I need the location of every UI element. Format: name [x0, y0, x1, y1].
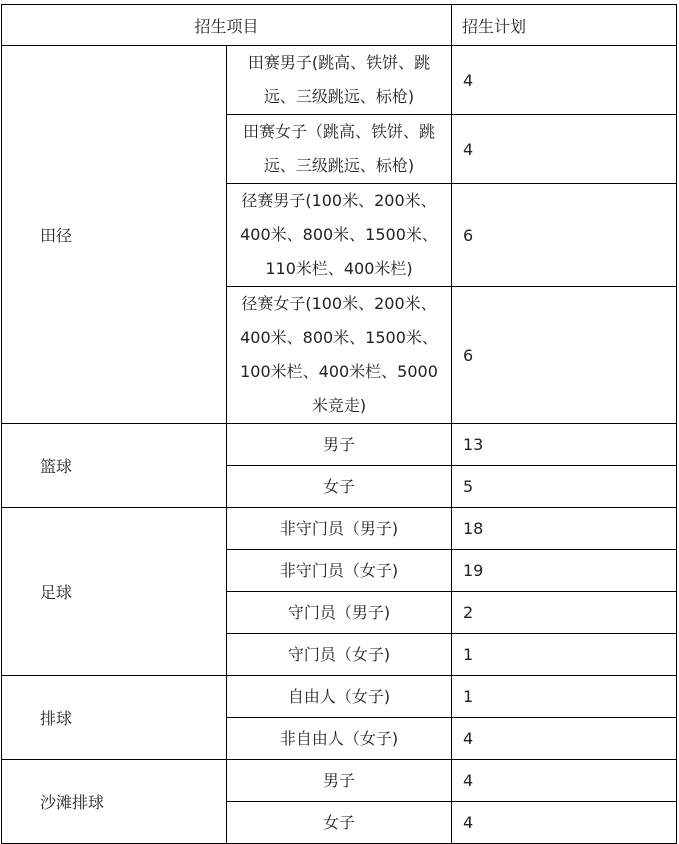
item-cell: 守门员（男子)	[227, 592, 452, 634]
header-row	[2, 5, 677, 46]
item-cell	[227, 46, 452, 115]
table-row	[2, 46, 677, 115]
item-cell: 男子	[227, 424, 452, 466]
header-project: 招生项目	[2, 5, 452, 46]
category-football: 足球	[2, 508, 227, 676]
item-cell: 自由人（女子)	[227, 676, 452, 718]
count-cell: 4	[452, 802, 677, 844]
count-cell: 4	[452, 115, 677, 184]
count-cell: 6	[452, 184, 677, 287]
item-text: 径赛女子(100米、200米、400米、800米、1500米、100米栏、400米栏、5000米竞走)	[240, 294, 438, 415]
count-cell: 1	[452, 634, 677, 676]
table-row	[2, 760, 677, 802]
item-cell	[227, 184, 452, 287]
table-row	[2, 424, 677, 466]
count-cell: 4	[452, 46, 677, 115]
count-cell: 6	[452, 287, 677, 424]
table-row	[2, 508, 677, 550]
item-text: 田赛男子(跳高、铁饼、跳远、三级跳远、标枪)	[247, 53, 431, 106]
count-cell: 19	[452, 550, 677, 592]
category-volleyball: 排球	[2, 676, 227, 760]
count-cell: 13	[452, 424, 677, 466]
item-cell: 女子	[227, 466, 452, 508]
item-cell	[227, 115, 452, 184]
item-text: 径赛男子(100米、200米、400米、800米、1500米、110米栏、400米栏)	[240, 191, 438, 278]
category-basketball: 篮球	[2, 424, 227, 508]
item-cell	[227, 287, 452, 424]
count-cell: 18	[452, 508, 677, 550]
count-cell: 2	[452, 592, 677, 634]
enrollment-table	[1, 4, 677, 844]
table-row	[2, 676, 677, 718]
item-text: 田赛女子（跳高、铁饼、跳远、三级跳远、标枪)	[242, 122, 435, 175]
item-cell: 男子	[227, 760, 452, 802]
count-cell: 4	[452, 718, 677, 760]
header-plan: 招生计划	[452, 5, 677, 46]
item-cell: 非守门员（女子)	[227, 550, 452, 592]
count-cell: 5	[452, 466, 677, 508]
category-athletics: 田径	[2, 46, 227, 424]
category-beach-volleyball: 沙滩排球	[2, 760, 227, 844]
item-cell: 女子	[227, 802, 452, 844]
item-cell: 守门员（女子)	[227, 634, 452, 676]
item-cell: 非自由人（女子)	[227, 718, 452, 760]
item-cell: 非守门员（男子)	[227, 508, 452, 550]
count-cell: 4	[452, 760, 677, 802]
count-cell: 1	[452, 676, 677, 718]
